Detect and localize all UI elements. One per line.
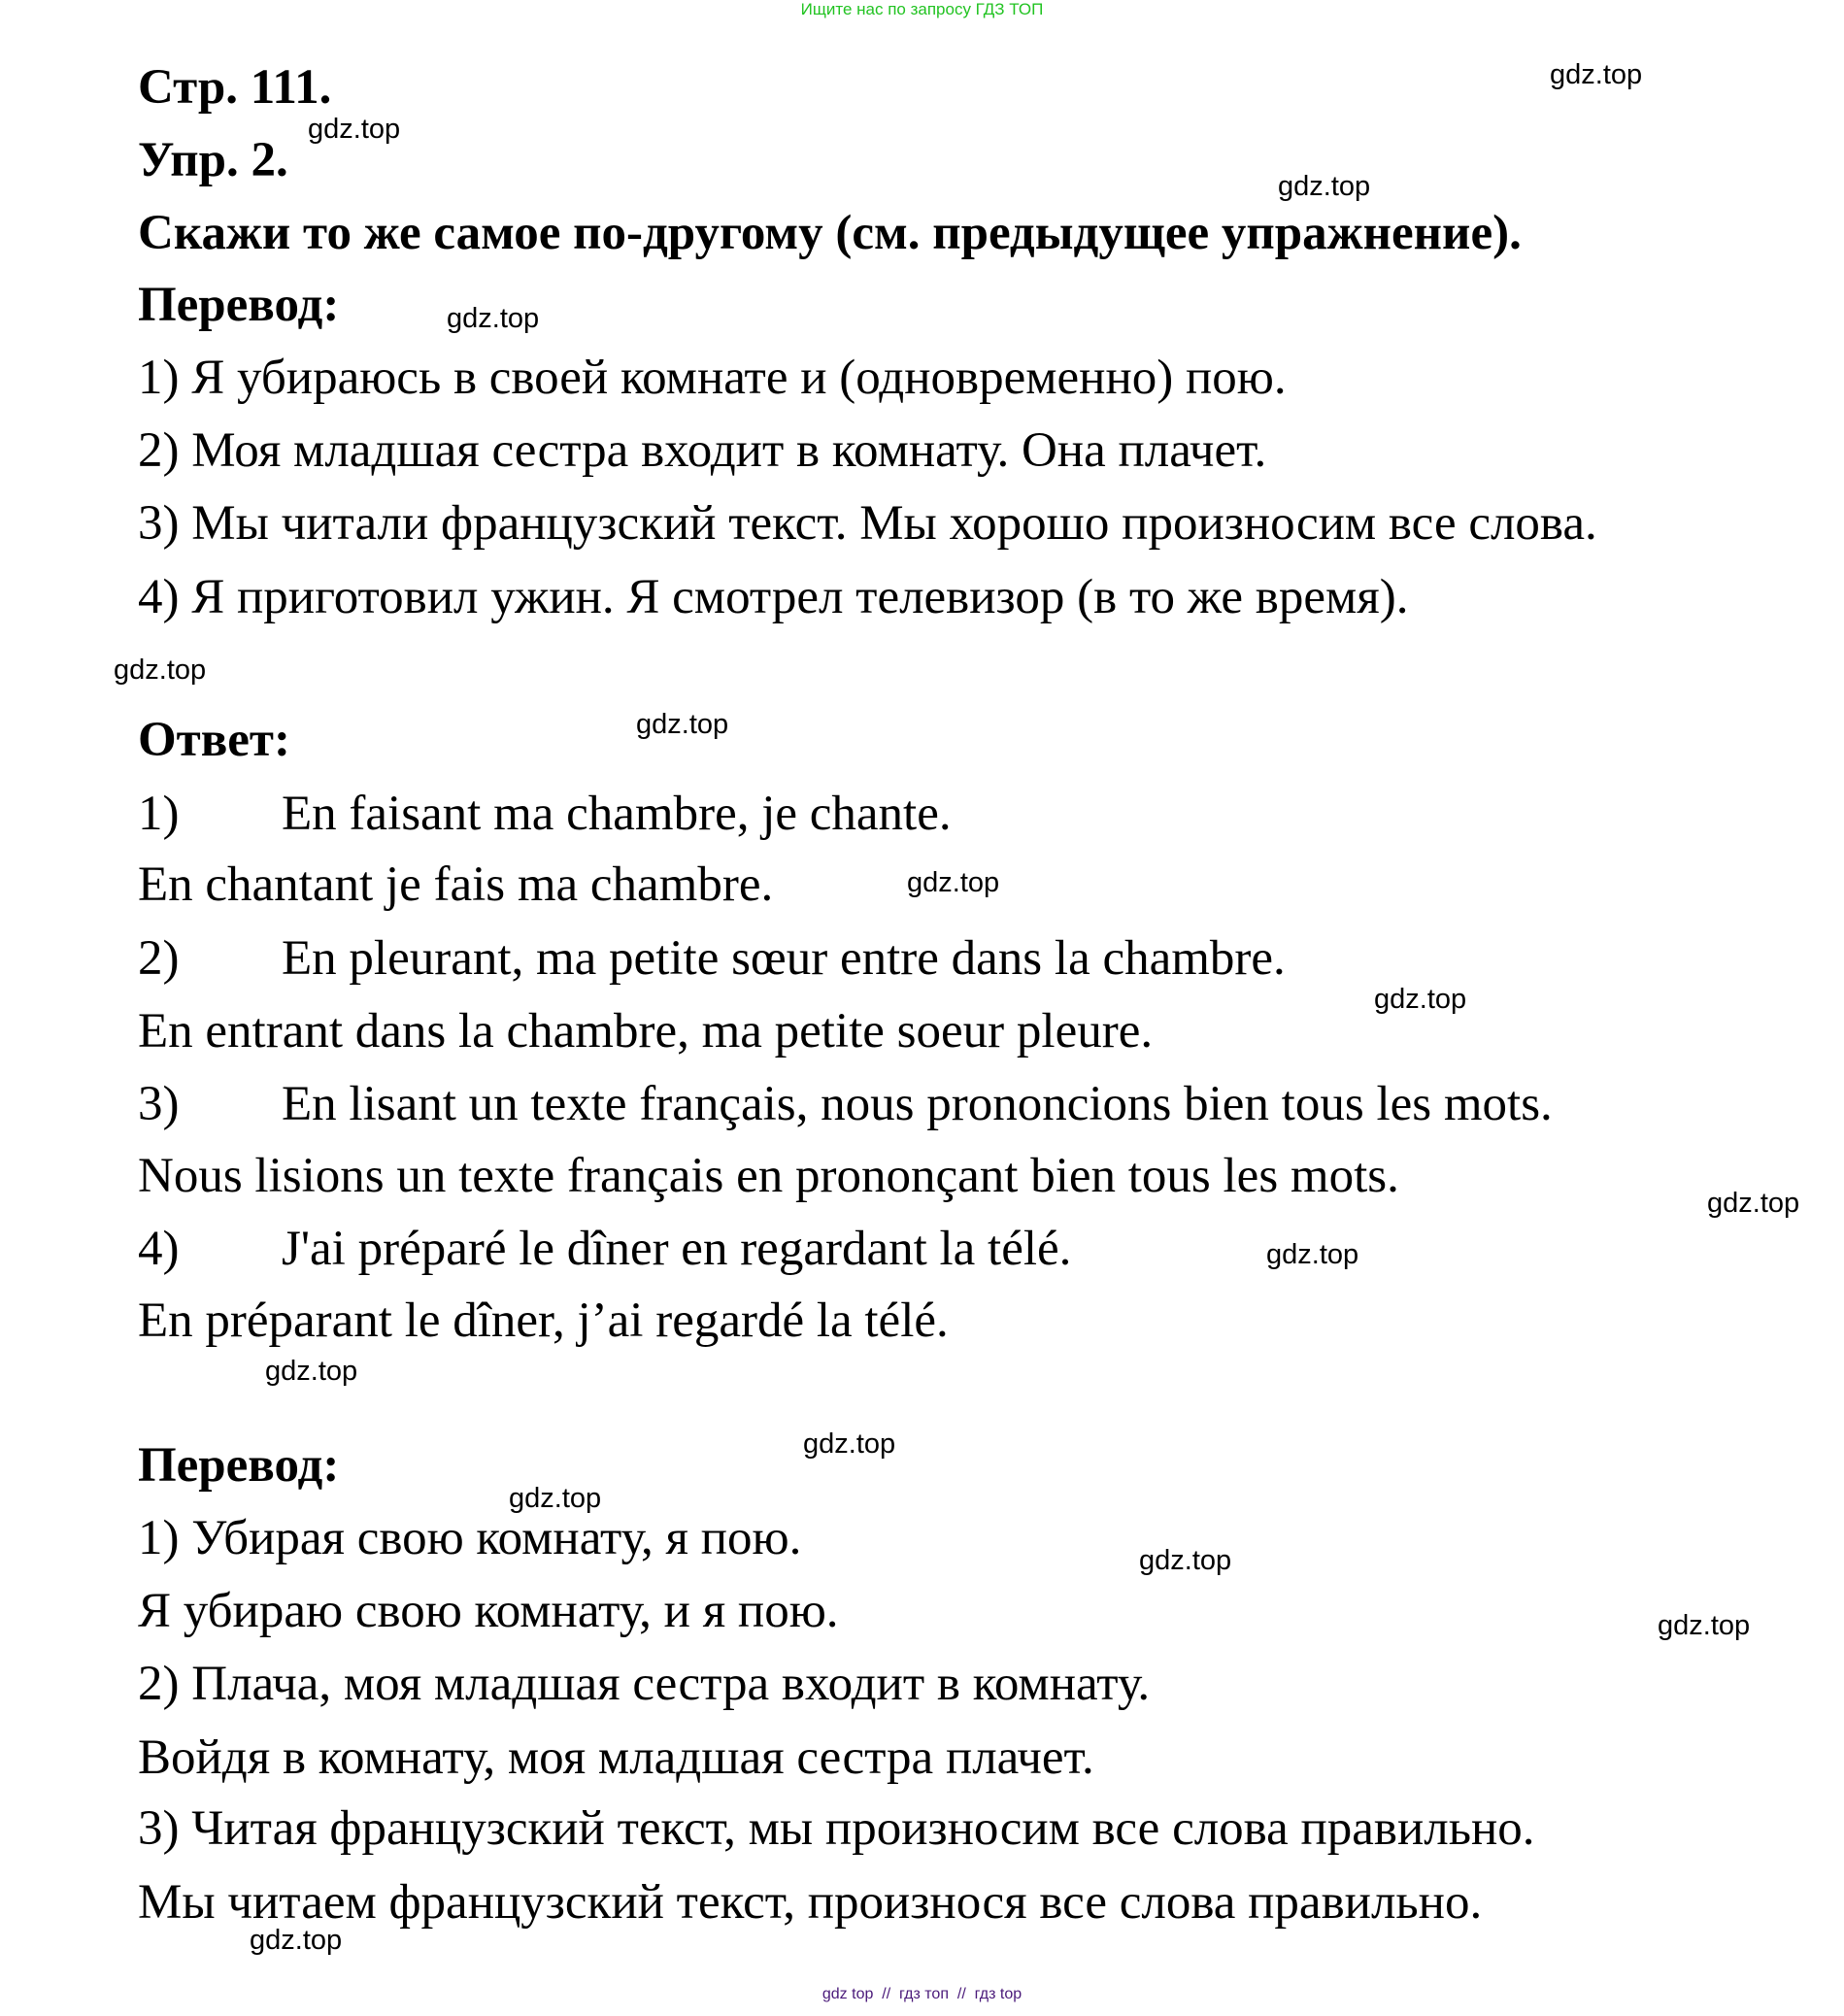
- watermark: gdz.top: [509, 1483, 602, 1514]
- watermark: gdz.top: [1374, 984, 1467, 1015]
- answer-line: [138, 785, 952, 843]
- answer-number: 3): [138, 1077, 180, 1131]
- watermark: gdz.top: [447, 303, 540, 334]
- answer-line: [138, 1220, 1071, 1278]
- answer-line: Nous lisions un texte français en prononçant bien tous les mots.: [138, 1149, 1399, 1203]
- translation2-line: Я убираю свою комнату, и я пою.: [138, 1584, 839, 1638]
- watermark: gdz.top: [1266, 1239, 1359, 1270]
- search-hint-banner: Ищите нас по запросу ГДЗ ТОП: [800, 0, 1044, 18]
- watermark: gdz.top: [907, 867, 1000, 898]
- watermark: gdz.top: [803, 1428, 896, 1460]
- watermark: gdz.top: [1139, 1545, 1232, 1576]
- watermark: gdz.top: [1707, 1188, 1800, 1219]
- answer-line: [138, 1075, 1553, 1133]
- answer-line: En préparant le dîner, j’ai regardé la télé.: [138, 1294, 949, 1348]
- watermark: gdz.top: [636, 709, 729, 740]
- answer-text: En pleurant, ma petite sœur entre dans la chambre.: [282, 931, 1286, 986]
- translation2-line: Войдя в комнату, моя младшая сестра плачет.: [138, 1730, 1094, 1785]
- translation-line: 1) Я убираюсь в своей комнате и (одновременно) пою.: [138, 351, 1287, 405]
- footer-links: gdz top // гдз топ // гдз top: [821, 1986, 1023, 2002]
- translation2-line: 3) Читая французский текст, мы произносим все слова правильно.: [138, 1801, 1535, 1856]
- watermark: gdz.top: [250, 1925, 343, 1956]
- answer-text: En lisant un texte français, nous prononcions bien tous les mots.: [282, 1077, 1553, 1131]
- translation2-line: 1) Убирая свою комнату, я пою.: [138, 1511, 802, 1565]
- task-text: Скажи то же самое по-другому (см. предыдущее упражнение).: [138, 206, 1522, 260]
- watermark: gdz.top: [308, 114, 401, 145]
- answer-text: J'ai préparé le dîner en regardant la télé.: [282, 1222, 1072, 1276]
- translation-line: 4) Я приготовил ужин. Я смотрел телевизор (в то же время).: [138, 570, 1409, 624]
- translation-line: 2) Моя младшая сестра входит в комнату. Она плачет.: [138, 423, 1267, 478]
- answer-number: 4): [138, 1222, 180, 1276]
- exercise-number: Упр. 2.: [138, 133, 288, 187]
- translation2-line: Мы читаем французский текст, произнося все слова правильно.: [138, 1875, 1483, 1930]
- answer-line: [138, 929, 1286, 988]
- watermark: gdz.top: [265, 1356, 358, 1387]
- answer-number: 2): [138, 931, 180, 986]
- translation-line: 3) Мы читали французский текст. Мы хорошо произносим все слова.: [138, 496, 1597, 551]
- watermark: gdz.top: [1658, 1610, 1751, 1641]
- watermark: gdz.top: [114, 655, 207, 686]
- answer-text: En faisant ma chambre, je chante.: [282, 787, 952, 841]
- translation2-line: 2) Плача, моя младшая сестра входит в комнату.: [138, 1657, 1151, 1711]
- answer-number: 1): [138, 787, 180, 841]
- answer-line: En chantant je fais ma chambre.: [138, 857, 774, 912]
- translation2-heading: Перевод:: [138, 1438, 340, 1493]
- answer-line: En entrant dans la chambre, ma petite soeur pleure.: [138, 1004, 1154, 1058]
- watermark: gdz.top: [1278, 171, 1371, 202]
- page-number: Стр. 111.: [138, 60, 332, 115]
- answer-heading: Ответ:: [138, 713, 290, 767]
- translation-heading: Перевод:: [138, 278, 340, 332]
- watermark: gdz.top: [1550, 59, 1643, 90]
